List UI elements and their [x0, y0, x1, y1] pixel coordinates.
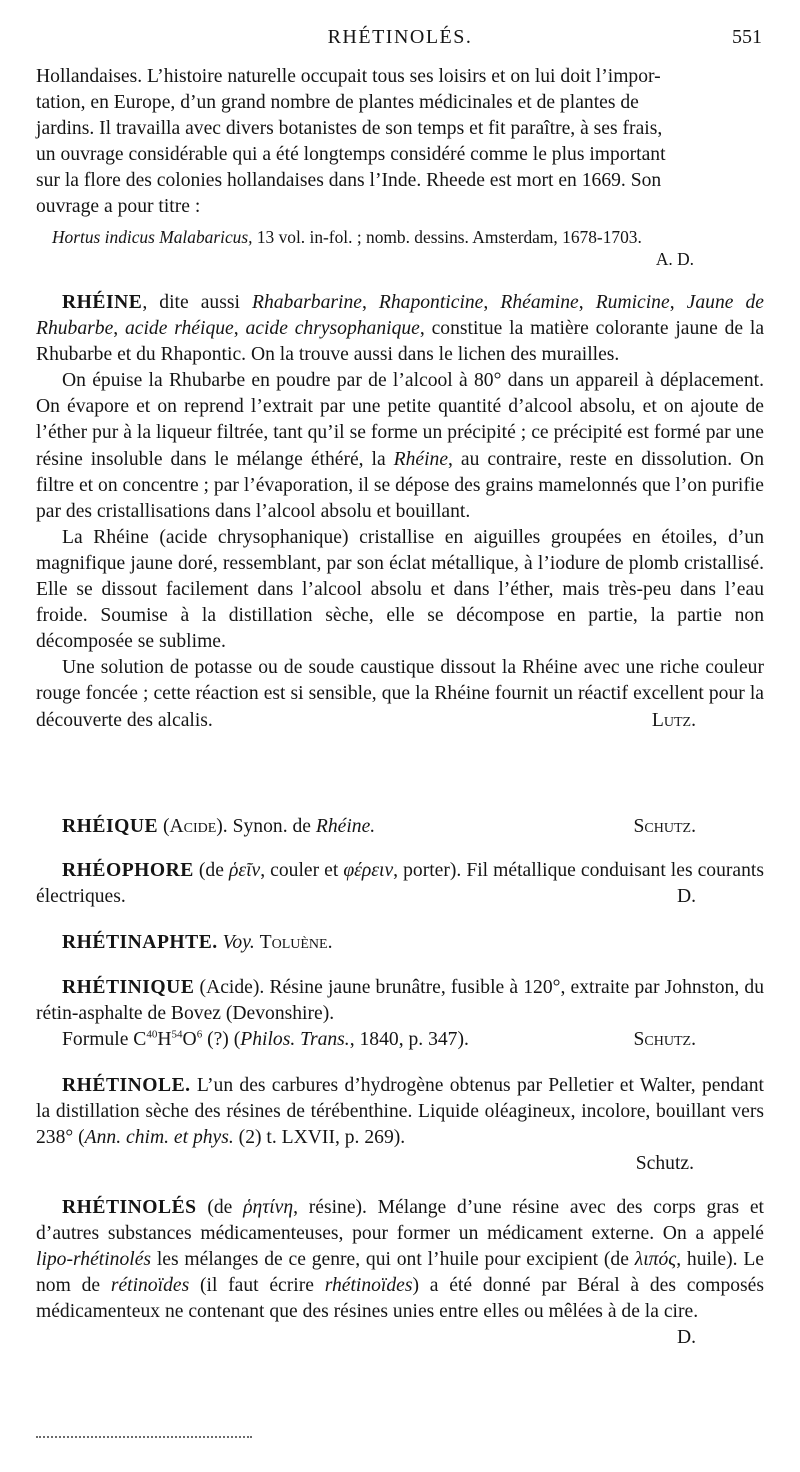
text-line: ouvrage a pour titre :: [36, 196, 201, 218]
reference-signature: A. D.: [655, 249, 694, 269]
entry-rhetinoles: RHÉTINOLÉS (de ῥητίνη, résine). Mélange d’une résine avec des corps gras et d’autres substances médicamenteuses, pour former un médicament externe. On a appelé lipo-rhétinolés les mélanges de ce genre, qui ont l’huile pour excipient (de λιπός, huile). Le nom de rétinoïdes (il faut écrire rhétinoïdes) a été donné par Béral à des composés médicamenteux ne contenant que des résines unies entre elles ou mêlées à de la cire. D.: [36, 1195, 764, 1352]
headword: RHÉTINAPHTE.: [62, 932, 218, 953]
entry-paragraph: On épuise la Rhubarbe en poudre par de l’alcool à 80° dans un appareil à déplacement. On évapore et on reprend l’extrait par une petite quantité d’alcool absolu, et on ajoute de l’éther pur à la liqueur filtrée, tant qu’il se forme un précipité ; ce précipité est formé par une résine insoluble dans le mélange éthéré, la Rhéine, au contraire, reste en dissolution. On filtre et on concentre ; par l’évaporation, il se dépose des grains mamelonnés que l’on purifie par des cristallisations dans l’alcool absolu et bouillant.: [36, 370, 765, 522]
headword: RHÉTINIQUE: [62, 977, 195, 998]
reference-title: Hortus indicus Malabaricus,: [52, 227, 253, 247]
cross-reference-voy: Voy.: [222, 932, 255, 953]
author-signature: D.: [676, 1327, 696, 1349]
author-signature: Schutz.: [633, 816, 696, 837]
author-signature: Schutz.: [635, 1153, 694, 1175]
headword: RHÉOPHORE: [62, 860, 194, 881]
headword: RHÉINE: [62, 292, 143, 313]
headword: RHÉTINOLÉS: [62, 1197, 197, 1218]
text-line: un ouvrage considérable qui a été longtemps considéré comme le plus important: [36, 144, 666, 166]
text-line: Hollandaises. L’histoire naturelle occupait tous ses loisirs et on lui doit l’impor-: [36, 66, 661, 87]
running-title: RHÉTINOLÉS.: [327, 26, 473, 48]
author-signature: Schutz.: [633, 1029, 696, 1051]
reference-details: 13 vol. in-fol. ; nomb. dessins. Amsterdam, 1678-1703.: [252, 227, 642, 247]
entry-rheine: [36, 290, 764, 734]
text-line: tation, en Europe, d’un grand nombre de plantes médicinales et de plantes de: [36, 92, 639, 114]
entry-rheophore: RHÉOPHORE (de ῥεῖν, couler et φέρειν, porter). Fil métallique conduisant les courants électriques. D.: [36, 858, 764, 910]
entry-paragraph: Une solution de potasse ou de soude caustique dissout la Rhéine avec une riche couleur rouge foncée ; cette réaction est si sensible, que la Rhéine fournit un réactif excellent pour la découverte des alcalis. Lutz.: [36, 655, 764, 733]
entry-rhetinique: RHÉTINIQUE (Acide). Résine jaune brunâtre, fusible à 120°, extraite par Johnston, du rétin-asphalte de Bovez (Devonshire). Formule $C^{40}H^{54}O^6$ (?) (Philos. Trans., 1840, p. 347). Schutz.: [36, 975, 764, 1053]
entry-rhetinaphte: [36, 930, 764, 956]
cross-reference-target: Toluène.: [259, 932, 333, 953]
author-signature: D.: [676, 886, 696, 908]
entry-paragraph: RHÉINE, dite aussi Rhabarbarine, Rhaponticine, Rhéamine, Rumicine, Jaune de Rhubarbe, acide rhéique, acide chrysophanique, constitue la matière colorante jaune de la Rhubarbe et du Rhapontic. On la trouve aussi dans le lichen des murailles.: [36, 292, 765, 366]
page-header: [36, 26, 764, 56]
entry-paragraph: La Rhéine (acide chrysophanique) cristallise en aiguilles groupées en étoiles, d’un magnifique jaune doré, ressemblant, par son éclat métallique, à l’iodure de plomb cristallisé. Elle se dissout facilement dans l’alcool absolu et dans l’éther, mais très-peu dans l’eau froide. Soumise à la distillation sèche, elle se décompose en partie, la partie non décomposée se sublime.: [36, 526, 764, 653]
page-number: 551: [732, 26, 762, 48]
text-line: sur la flore des colonies hollandaises dans l’Inde. Rheede est mort en 1669. Son: [36, 170, 662, 192]
formula-line: Formule $C^{40}H^{54}O^6$ (?) (Philos. Trans., 1840, p. 347). Schutz.: [36, 1027, 764, 1053]
entry-rhetinole: RHÉTINOLE. L’un des carbures d’hydrogène obtenus par Pelletier et Walter, pendant la distillation sèche des résines de térébenthine. Liquide oléagineux, incolore, bouillant vers 238° (Ann. chim. et phys. (2) t. LXVII, p. 269). Schutz.: [36, 1073, 764, 1177]
entry-rheique: RHÉIQUE (Acide). Synon. de Rhéine. Schutz.: [36, 814, 764, 840]
headword: RHÉTINOLE.: [62, 1075, 191, 1096]
headword: RHÉIQUE: [62, 816, 159, 837]
text-line: jardins. Il travailla avec divers botanistes de son temps et fit paraître, à ses frais,: [36, 118, 663, 140]
author-signature: Lutz.: [651, 709, 696, 731]
footer-rule: [36, 1436, 252, 1438]
continuation-paragraph: [36, 64, 764, 221]
bibliographic-reference: [36, 226, 764, 270]
